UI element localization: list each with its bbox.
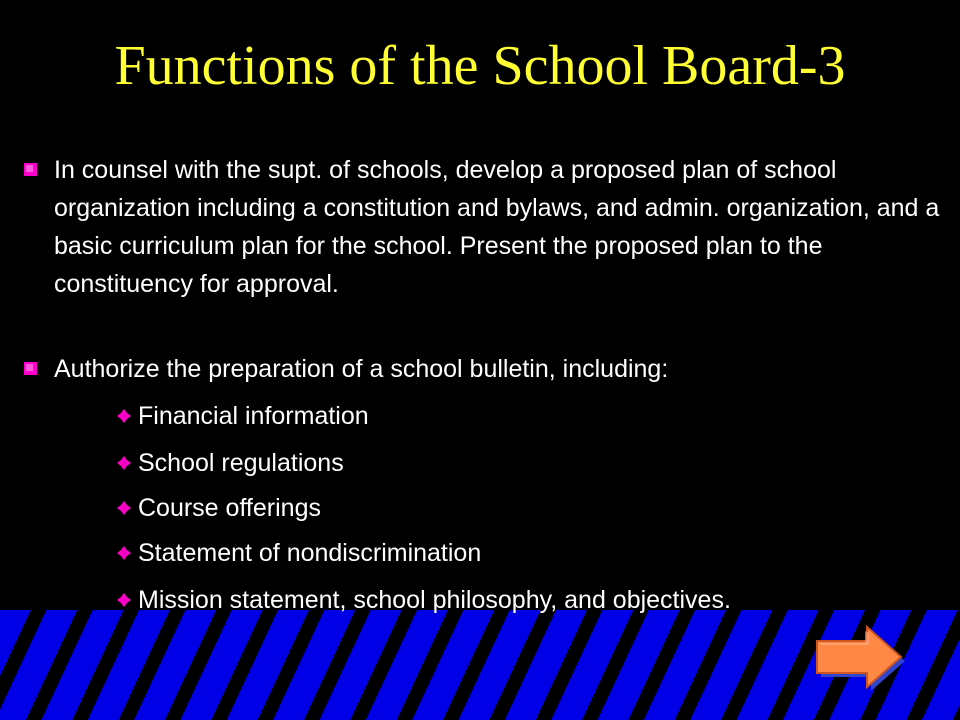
bullet-text: In counsel with the supt. of schools, develop a proposed plan of school organization including a constitution and bylaws, and admin. organization, and a basic curriculum plan for the school. Present the proposed plan to the constituency for approval.	[54, 156, 940, 298]
sub-bullet-item	[138, 534, 481, 572]
sub-bullet-item	[138, 581, 731, 619]
diamond-bullet-icon	[117, 456, 131, 470]
sub-bullet-text: Course offerings	[138, 494, 321, 522]
bullet-item	[54, 151, 944, 303]
sub-bullet-text: Mission statement, school philosophy, and objectives.	[138, 586, 731, 614]
bullet-square-icon	[24, 362, 37, 375]
sub-bullet-item	[138, 489, 321, 527]
diamond-bullet-icon	[117, 409, 131, 423]
diamond-bullet-icon	[117, 501, 131, 515]
sub-bullet-text: Financial information	[138, 402, 369, 430]
right-arrow-icon	[815, 625, 910, 691]
sub-bullet-item	[138, 444, 344, 482]
bullet-text: Authorize the preparation of a school bulletin, including:	[54, 355, 669, 383]
bullet-item	[54, 350, 944, 388]
next-slide-button[interactable]	[815, 625, 910, 691]
sub-bullet-item	[138, 397, 369, 435]
slide-title: Functions of the School Board-3	[114, 35, 846, 97]
sub-bullet-text: Statement of nondiscrimination	[138, 539, 482, 567]
diamond-bullet-icon	[117, 546, 131, 560]
sub-bullet-text: School regulations	[138, 449, 344, 477]
diamond-bullet-icon	[117, 593, 131, 607]
bullet-square-icon	[24, 163, 37, 176]
